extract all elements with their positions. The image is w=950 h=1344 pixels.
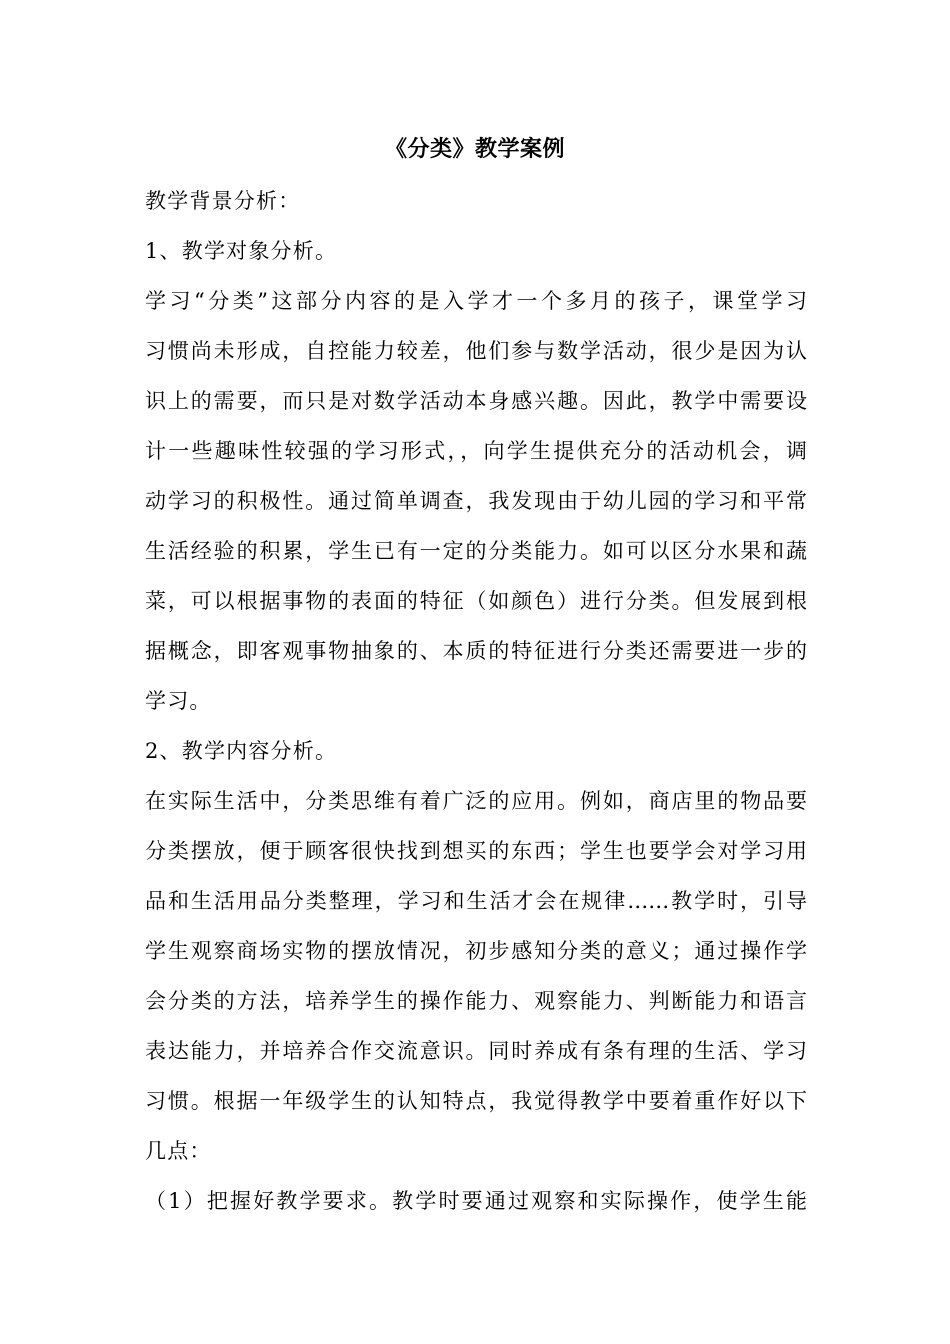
paragraph-line: 分类摆放，便于顾客很快找到想买的东西；学生也要学会对学习用: [145, 839, 807, 863]
paragraph-line: 表达能力，并培养合作交流意识。同时养成有条有理的生活、学习: [145, 1039, 807, 1063]
paragraph-line: 习惯。根据一年级学生的认知特点，我觉得教学中要着重作好以下: [145, 1089, 807, 1113]
paragraph-line: 据概念，即客观事物抽象的、本质的特征进行分类还需要进一步的: [145, 639, 807, 663]
paragraph-line: 生活经验的积累，学生已有一定的分类能力。如可以区分水果和蔬: [145, 539, 807, 563]
document-title: 《分类》教学案例: [384, 137, 565, 162]
paragraph-line: 学生观察商场实物的摆放情况，初步感知分类的意义；通过操作学: [145, 939, 807, 963]
subsection-heading: 1、教学对象分析。: [145, 239, 338, 263]
paragraph-line: 习惯尚未形成，自控能力较差，他们参与数学活动，很少是因为认: [145, 339, 807, 363]
paragraph-line: 学习。: [145, 689, 212, 713]
subsection-heading: 2、教学内容分析。: [145, 739, 338, 763]
paragraph-line: 品和生活用品分类整理，学习和生活才会在规律……教学时，引导: [145, 889, 807, 913]
paragraph-line: 识上的需要，而只是对数学活动本身感兴趣。因此，教学中需要设: [145, 389, 807, 413]
paragraph-line: 计一些趣味性较强的学习形式，，向学生提供充分的活动机会，调: [145, 439, 807, 463]
paragraph-line: 菜，可以根据事物的表面的特征（如颜色）进行分类。但发展到根: [145, 589, 807, 613]
section-heading: 教学背景分析：: [145, 189, 301, 213]
list-item: （1）把握好教学要求。教学时要通过观察和实际操作，使学生能: [145, 1189, 807, 1213]
paragraph-line: 在实际生活中，分类思维有着广泛的应用。例如，商店里的物品要: [145, 789, 807, 813]
paragraph-line: 动学习的积极性。通过简单调查，我发现由于幼儿园的学习和平常: [145, 489, 807, 513]
paragraph-line: 会分类的方法，培养学生的操作能力、观察能力、判断能力和语言: [145, 989, 807, 1013]
paragraph-line: 几点：: [145, 1139, 212, 1163]
paragraph-line: 学习“分类”这部分内容的是入学才一个多月的孩子，课堂学习: [145, 289, 807, 313]
